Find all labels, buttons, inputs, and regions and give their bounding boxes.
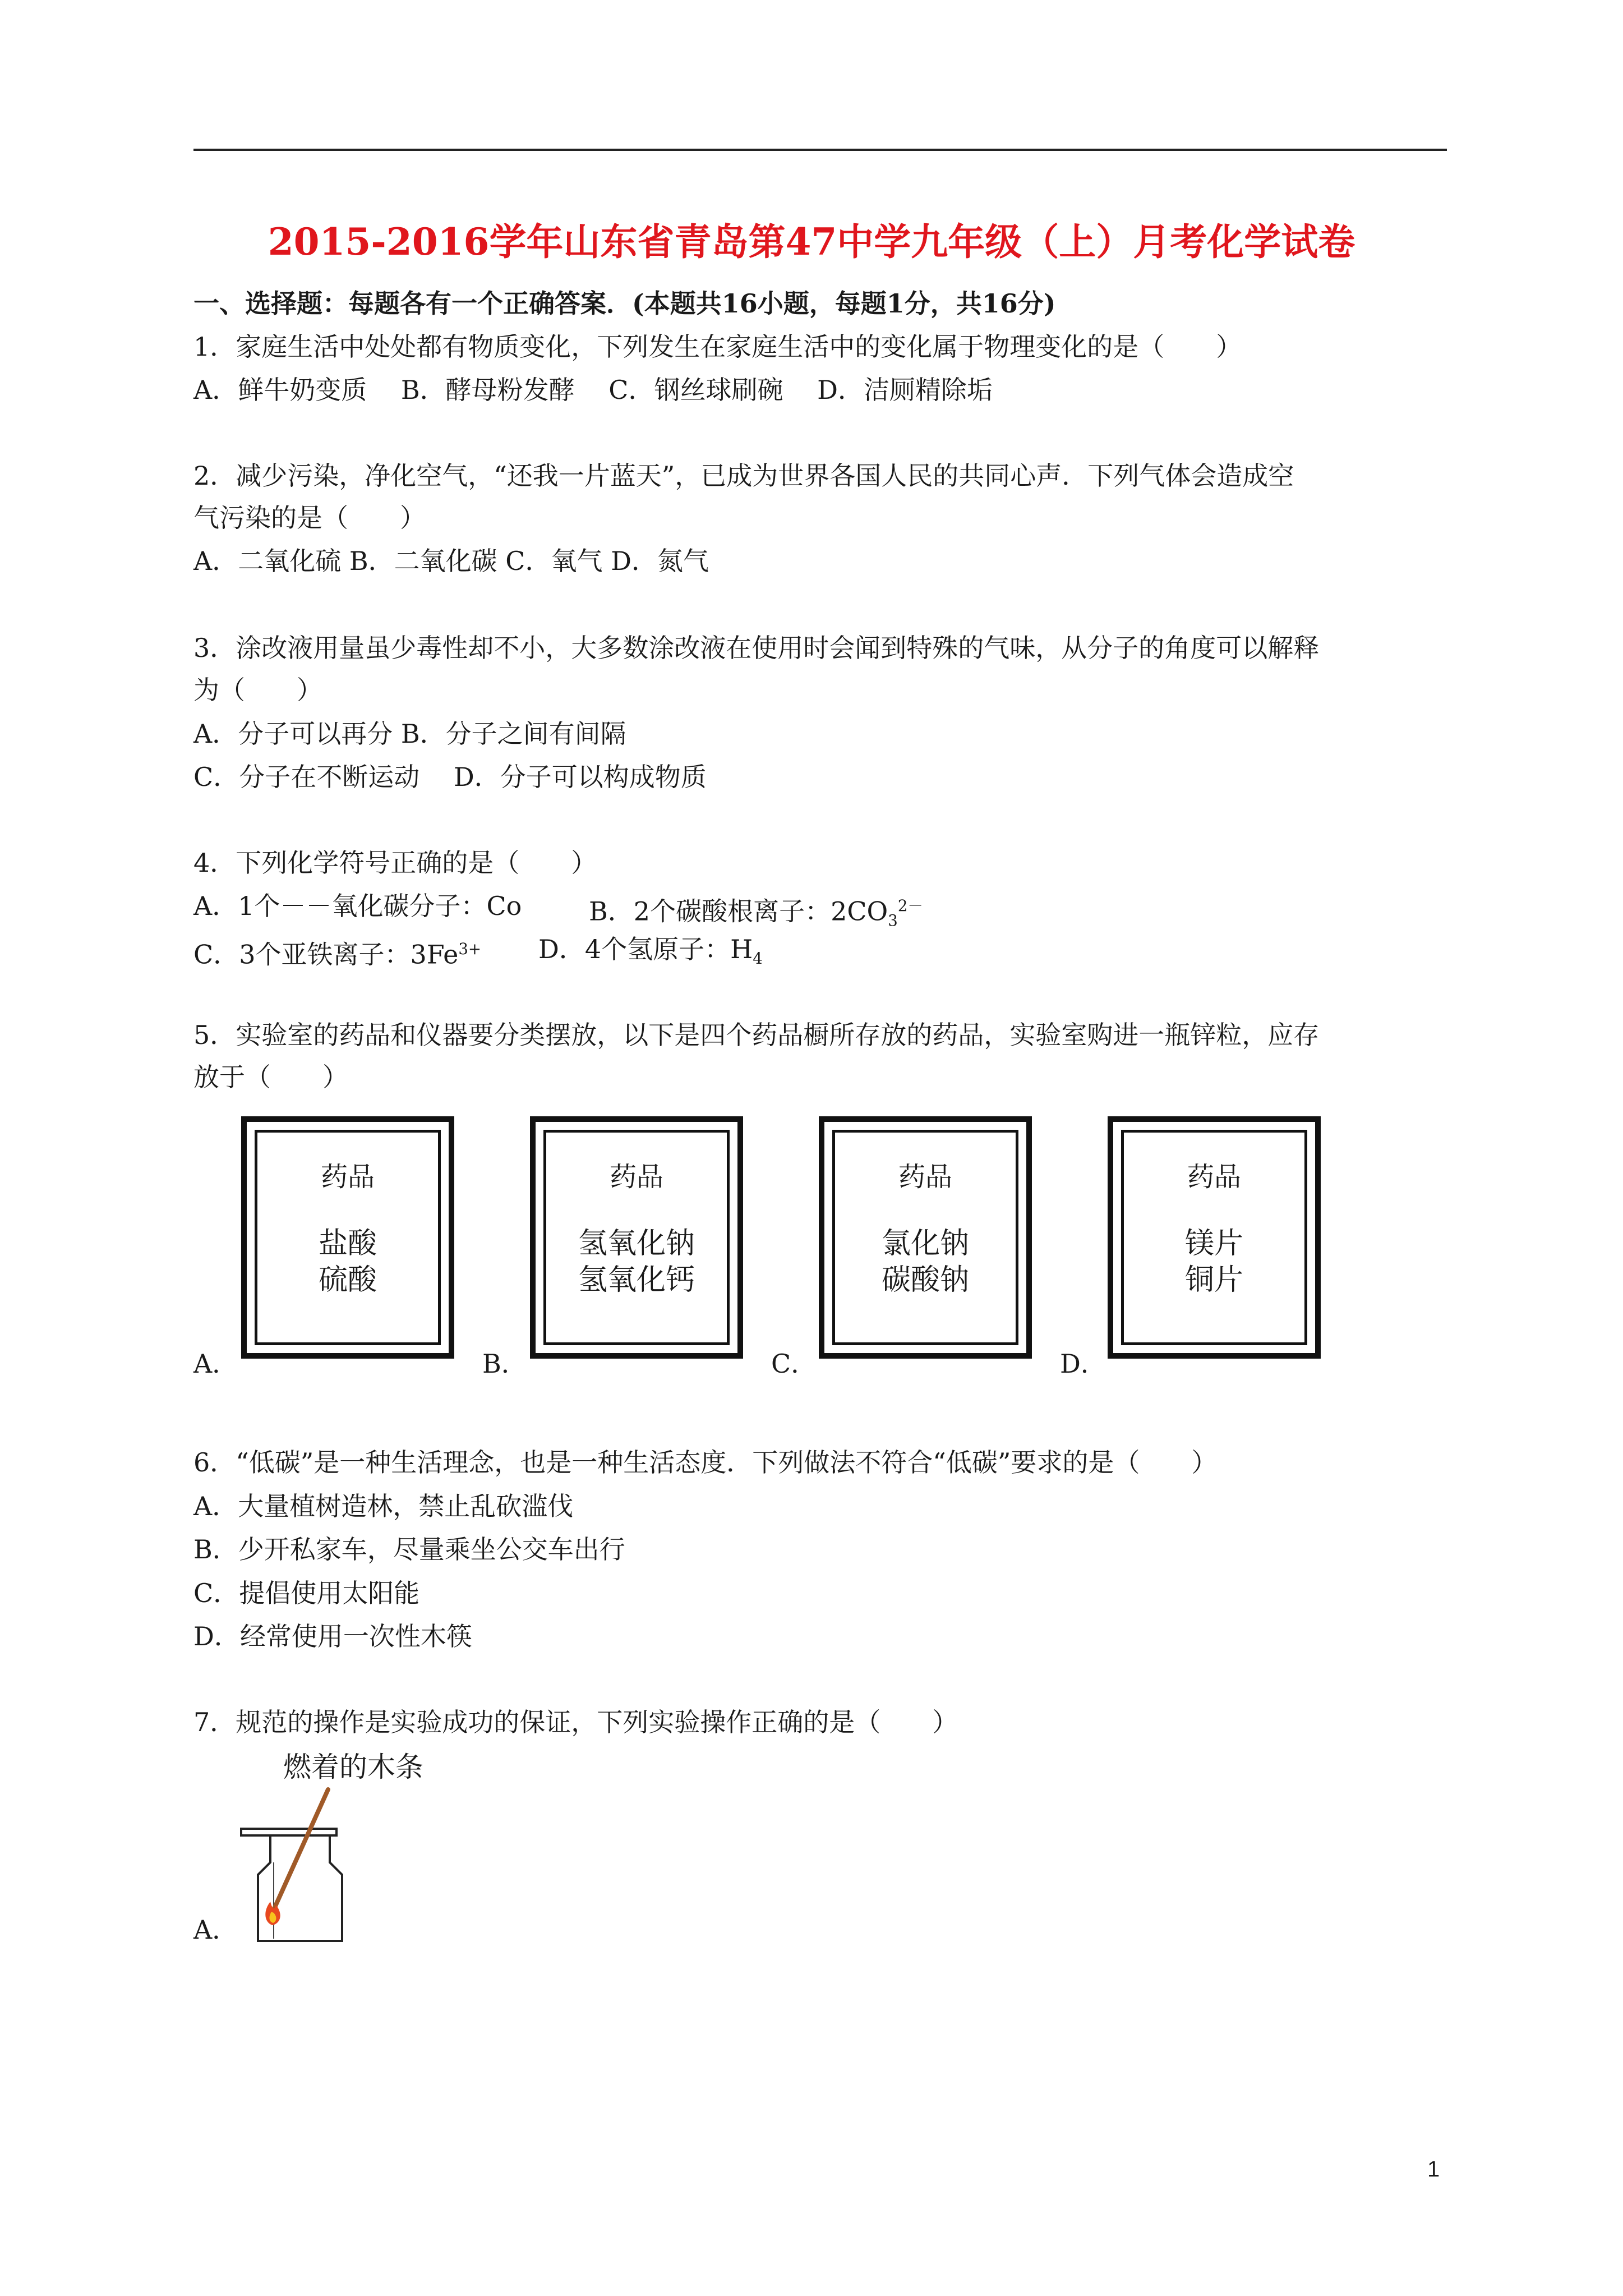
q6-option-b: B．少开私家车，尽量乘坐公交车出行: [193, 1534, 625, 1565]
cabinet-title: 药品: [1187, 1161, 1241, 1193]
wooden-stick: [275, 1789, 328, 1907]
q6-stem: 6．“低碳”是一种生活理念，也是一种生活态度．下列做法不符合“低碳”要求的是（ ）: [193, 1447, 1218, 1478]
header-rule: [193, 149, 1447, 151]
q7-figure-label: 燃着的木条: [283, 1751, 423, 1783]
cabinet-item: 氢氧化钠: [578, 1227, 695, 1260]
q4-stem: 4．下列化学符号正确的是（ ）: [193, 848, 597, 878]
q5-option-b-letter: B．: [482, 1349, 527, 1379]
q5-option-a-letter: A．: [193, 1349, 238, 1379]
glass-plate: [241, 1829, 336, 1835]
q2-stem-line1: 2．减少污染，净化空气，“还我一片蓝天”，已成为世界各国人民的共同心声．下列气体会造成空: [193, 461, 1294, 491]
q5-option-d-letter: D．: [1060, 1349, 1106, 1379]
cabinet-item: 盐酸: [318, 1227, 377, 1260]
cabinet-title: 药品: [898, 1161, 952, 1193]
q4-option-d: D．4个氢原子：$H_4$: [538, 934, 763, 968]
q4-option-b: B．2个碳酸根离子：$2CO_3^{2-}$: [589, 896, 923, 930]
q4-option-a: A．1个－－氧化碳分子：Co: [193, 891, 522, 921]
q5-option-c-letter: C．: [771, 1349, 817, 1379]
q5-cabinet-c: [819, 1116, 1032, 1359]
q1-stem: 1．家庭生活中处处都有物质变化，下列发生在家庭生活中的变化属于物理变化的是（ ）: [193, 332, 1242, 362]
gas-bottle-figure: [236, 1773, 370, 1952]
cabinet-item: 镁片: [1184, 1227, 1243, 1260]
q6-option-d: D．经常使用一次性木筷: [193, 1621, 472, 1651]
section-heading: 一、选择题：每题各有一个正确答案．(本题共16小题，每题1分，共16分): [193, 288, 1056, 319]
cabinet-title: 药品: [320, 1161, 375, 1193]
q5-cabinet-d: [1108, 1116, 1321, 1359]
q5-cabinet-b: [530, 1116, 743, 1359]
q5-stem-line2: 放于（ ）: [193, 1062, 348, 1092]
q6-option-a: A．大量植树造林，禁止乱砍滥伐: [193, 1491, 574, 1521]
q1-options: A．鲜牛奶变质 B．酵母粉发酵 C．钢丝球刷碗 D．洁厕精除垢: [193, 375, 993, 405]
cabinet-item: 铜片: [1184, 1263, 1243, 1297]
q3-options-line1: A．分子可以再分 B．分子之间有间隔: [193, 719, 626, 749]
q5-stem-line1: 5．实验室的药品和仪器要分类摆放，以下是四个药品橱所存放的药品，实验室购进一瓶锌粒，应存: [193, 1020, 1320, 1050]
cabinet-item: 碳酸钠: [881, 1263, 969, 1297]
q4-option-c: C．3个亚铁离子：$3Fe^{3+}$: [193, 939, 482, 970]
page-number: 1: [1427, 2157, 1440, 2182]
q6-option-c: C．提倡使用太阳能: [193, 1578, 420, 1608]
q3-options-line2: C．分子在不断运动 D．分子可以构成物质: [193, 762, 707, 792]
q3-stem-line1: 3．涂改液用量虽少毒性却不小，大多数涂改液在使用时会闻到特殊的气味，从分子的角度可以解释: [193, 633, 1320, 663]
page-title: 2015-2016学年山东省青岛第47中学九年级（上）月考化学试卷: [268, 220, 1355, 264]
cabinet-item: 氯化钠: [881, 1227, 969, 1260]
q7-option-a: A．: [193, 1915, 238, 1945]
q7-stem: 7．规范的操作是实验成功的保证，下列实验操作正确的是（ ）: [193, 1707, 958, 1737]
q5-cabinet-a: [241, 1116, 454, 1359]
cabinet-title: 药品: [609, 1161, 663, 1193]
cabinet-item: 氢氧化钙: [578, 1263, 695, 1297]
cabinet-item: 硫酸: [318, 1263, 377, 1297]
q2-stem-line2: 气污染的是（ ）: [193, 503, 426, 533]
q2-options: A．二氧化硫 B．二氧化碳 C．氧气 D．氮气: [193, 546, 709, 576]
q3-stem-line2: 为（ ）: [193, 675, 322, 705]
